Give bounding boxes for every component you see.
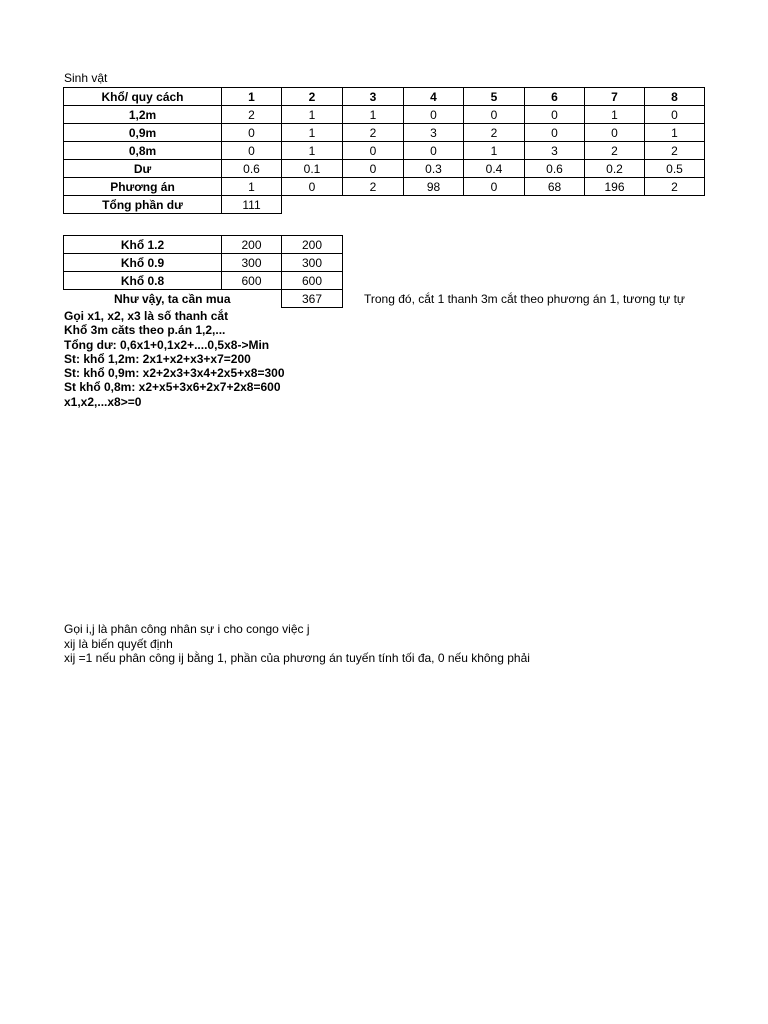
table-cell[interactable]: 0 <box>282 178 343 196</box>
empty-cell <box>525 196 585 214</box>
table-cell[interactable]: 0 <box>464 178 525 196</box>
table-cell[interactable]: 1 <box>282 106 343 124</box>
table-cell[interactable]: 2 <box>343 178 404 196</box>
model-line: Tổng dư: 0,6x1+0,1x2+....0,5x8->Min <box>64 337 270 352</box>
table-cell[interactable]: 2 <box>585 142 645 160</box>
table-cell[interactable]: 1 <box>645 124 705 142</box>
buy-label-cell[interactable]: Như vậy, ta cần mua <box>113 291 231 306</box>
table-cell[interactable]: 300 <box>222 254 282 272</box>
total-value-cell[interactable]: 111 <box>222 196 282 214</box>
table-cell[interactable]: 0.1 <box>282 160 343 178</box>
table-row <box>64 160 705 178</box>
header-cell[interactable]: 6 <box>525 88 585 106</box>
table-cell[interactable]: 0 <box>343 160 404 178</box>
table-cell[interactable]: 0 <box>404 142 464 160</box>
row-label-cell[interactable]: 1,2m <box>64 106 222 124</box>
table-cell[interactable]: 0 <box>464 106 525 124</box>
empty-cell <box>645 196 705 214</box>
table-cell[interactable]: 68 <box>525 178 585 196</box>
table-cell[interactable]: 98 <box>404 178 464 196</box>
empty-cell <box>464 196 525 214</box>
assignment-line: xij =1 nếu phân công ij bằng 1, phần của phương án tuyến tính tối đa, 0 nếu không phải <box>64 651 530 665</box>
header-cell[interactable]: Khổ/ quy cách <box>64 88 222 106</box>
table-cell[interactable]: 2 <box>343 124 404 142</box>
header-cell[interactable]: 7 <box>585 88 645 106</box>
table-cell[interactable]: 2 <box>645 178 705 196</box>
note-right: Trong đó, cắt 1 thanh 3m cắt theo phương án 1, tương tự tự <box>364 292 685 306</box>
model-line: St: khổ 1,2m: 2x1+x2+x3+x7=200 <box>64 351 251 366</box>
table-cell[interactable]: 0.3 <box>404 160 464 178</box>
table-row <box>64 236 343 254</box>
cutting-plan-table <box>63 87 705 214</box>
header-cell[interactable]: 2 <box>282 88 343 106</box>
table-cell[interactable]: 0 <box>222 142 282 160</box>
header-cell[interactable]: 8 <box>645 88 705 106</box>
total-row <box>64 196 705 214</box>
table-row <box>64 106 705 124</box>
table-cell[interactable]: 0 <box>525 106 585 124</box>
table-cell[interactable]: 0 <box>585 124 645 142</box>
table-cell[interactable]: 600 <box>222 272 282 290</box>
table-cell[interactable]: 0.6 <box>222 160 282 178</box>
model-block <box>64 309 285 409</box>
empty-cell <box>404 196 464 214</box>
table-cell[interactable]: 2 <box>464 124 525 142</box>
table-cell[interactable]: 0 <box>404 106 464 124</box>
buy-value-cell[interactable]: 367 <box>282 290 343 308</box>
table-row <box>64 272 343 290</box>
demand-table <box>63 235 343 308</box>
model-line: St: khổ 0,9m: x2+2x3+3x4+2x5+x8=300 <box>64 366 285 381</box>
sheet-label: Sinh vật <box>64 71 108 85</box>
row-label-cell[interactable]: 0,8m <box>64 142 222 160</box>
row-label-cell[interactable]: Dư <box>64 160 222 178</box>
table-cell[interactable]: 0.5 <box>645 160 705 178</box>
table-cell[interactable]: 200 <box>222 236 282 254</box>
table-cell[interactable]: 2 <box>645 142 705 160</box>
table-cell[interactable]: 0 <box>222 124 282 142</box>
table-cell[interactable]: 2 <box>222 106 282 124</box>
assignment-block <box>64 622 530 666</box>
table-cell[interactable]: 0.6 <box>525 160 585 178</box>
row-label-cell[interactable]: 0,9m <box>64 124 222 142</box>
model-line: Gọi x1, x2, x3 là số thanh cắt <box>64 309 229 323</box>
table-cell[interactable]: 0 <box>645 106 705 124</box>
table-cell[interactable]: 0 <box>343 142 404 160</box>
table-cell[interactable]: 196 <box>585 178 645 196</box>
table-cell[interactable]: 600 <box>282 272 343 290</box>
table-cell[interactable]: 3 <box>404 124 464 142</box>
model-line: St khổ 0,8m: x2+x5+3x6+2x7+2x8=600 <box>64 380 281 395</box>
assignment-line: xij là biến quyết định <box>64 636 173 651</box>
table-cell[interactable]: 300 <box>282 254 343 272</box>
table-cell[interactable]: 0 <box>525 124 585 142</box>
table-row <box>64 124 705 142</box>
row-label-cell[interactable]: Khổ 0.8 <box>64 272 222 290</box>
row-label-cell[interactable]: Khổ 1.2 <box>64 236 222 254</box>
header-cell[interactable]: 1 <box>222 88 282 106</box>
table-cell[interactable]: 1 <box>464 142 525 160</box>
table-cell[interactable]: 1 <box>282 142 343 160</box>
table-cell[interactable]: 1 <box>585 106 645 124</box>
model-line: Khổ 3m căts theo p.án 1,2,... <box>64 323 226 338</box>
table-cell[interactable]: 0.2 <box>585 160 645 178</box>
table-cell[interactable]: 200 <box>282 236 343 254</box>
header-cell[interactable]: 5 <box>464 88 525 106</box>
table-cell[interactable]: 1 <box>222 178 282 196</box>
row-label-cell[interactable]: Khổ 0.9 <box>64 254 222 272</box>
table-row <box>64 254 343 272</box>
buy-row <box>64 290 343 308</box>
table-cell[interactable]: 1 <box>282 124 343 142</box>
model-line: x1,x2,...x8>=0 <box>64 394 142 409</box>
table-cell[interactable]: 1 <box>343 106 404 124</box>
empty-cell <box>585 196 645 214</box>
header-cell[interactable]: 3 <box>343 88 404 106</box>
total-label-cell[interactable]: Tổng phần dư <box>64 196 222 214</box>
header-cell[interactable]: 4 <box>404 88 464 106</box>
empty-cell <box>343 196 404 214</box>
table-cell[interactable]: 0.4 <box>464 160 525 178</box>
assignment-line: Gọi i,j là phân công nhân sự i cho congo việc j <box>64 622 310 636</box>
empty-cell <box>282 196 343 214</box>
row-label-cell[interactable]: Phương án <box>64 178 222 196</box>
table-header-row <box>64 88 705 106</box>
table-row <box>64 142 705 160</box>
table-row <box>64 178 705 196</box>
table-cell[interactable]: 3 <box>525 142 585 160</box>
